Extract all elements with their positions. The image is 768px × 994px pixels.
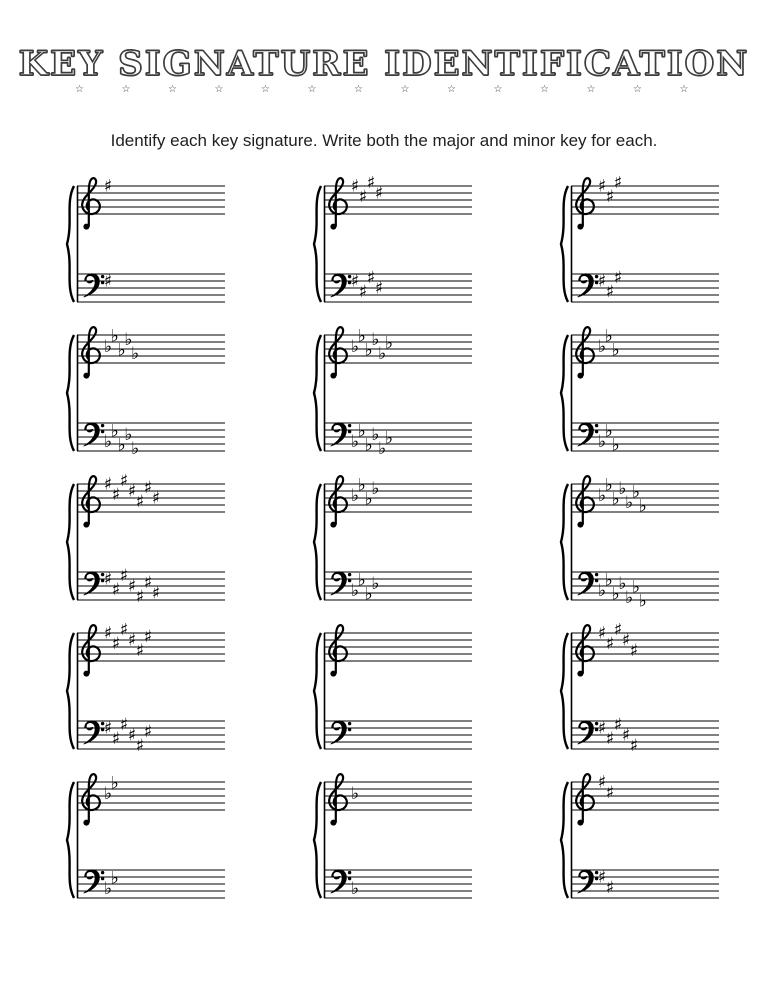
brace-icon xyxy=(561,782,568,898)
accidental-sharp-icon: ♯ xyxy=(605,634,615,654)
brace-icon xyxy=(67,186,74,302)
accidental-flat-icon: ♭ xyxy=(604,475,613,496)
title-star-icon: ☆ xyxy=(168,84,177,95)
key-signature xyxy=(104,474,160,607)
brace-icon xyxy=(67,335,74,451)
accidental-sharp-icon: ♯ xyxy=(127,481,137,502)
accidental-sharp-icon: ♯ xyxy=(111,580,121,600)
brace-icon xyxy=(67,782,74,898)
bass-clef-icon xyxy=(84,572,104,595)
accidental-flat-icon: ♭ xyxy=(597,432,607,452)
bass-clef-icon xyxy=(578,423,598,446)
accidental-flat-icon: ♭ xyxy=(378,344,387,364)
title-star-icon: ☆ xyxy=(633,84,642,95)
accidental-flat-icon: ♭ xyxy=(384,428,394,449)
accidental-flat-icon: ♭ xyxy=(371,425,380,445)
accidental-sharp-icon: ♯ xyxy=(358,282,368,302)
key-signature xyxy=(104,623,152,756)
accidental-flat-icon: ♭ xyxy=(357,421,366,442)
key-signature xyxy=(598,176,622,302)
accidental-sharp-icon: ♯ xyxy=(350,176,360,197)
accidental-flat-icon: ♭ xyxy=(364,435,373,456)
accidental-sharp-icon: ♯ xyxy=(135,736,145,756)
accidental-sharp-icon: ♯ xyxy=(103,474,113,495)
accidental-flat-icon: ♭ xyxy=(350,581,360,601)
bass-clef-icon xyxy=(578,274,598,297)
accidental-sharp-icon: ♯ xyxy=(605,282,615,302)
bass-clef-icon xyxy=(84,423,104,446)
accidental-sharp-icon: ♯ xyxy=(605,729,615,749)
title-star-icon: ☆ xyxy=(121,84,131,95)
accidental-sharp-icon: ♯ xyxy=(366,268,376,288)
key-signature xyxy=(598,773,614,899)
title-star-icon: ☆ xyxy=(447,84,456,95)
accidental-flat-icon: ♭ xyxy=(350,337,360,357)
bass-clef-icon xyxy=(331,423,351,446)
accidental-sharp-icon: ♯ xyxy=(119,623,129,640)
accidental-flat-icon: ♭ xyxy=(364,340,373,361)
title-star-icon: ☆ xyxy=(400,84,410,95)
accidental-flat-icon: ♭ xyxy=(110,773,119,794)
accidental-flat-icon: ♭ xyxy=(357,570,366,591)
brace-icon xyxy=(561,633,568,749)
brace-icon xyxy=(314,186,321,302)
accidental-flat-icon: ♭ xyxy=(625,493,634,513)
accidental-flat-icon: ♭ xyxy=(631,482,641,503)
accidental-flat-icon: ♭ xyxy=(364,489,373,510)
bass-clef-icon xyxy=(331,274,351,297)
accidental-sharp-icon: ♯ xyxy=(135,587,145,607)
accidental-flat-icon: ♭ xyxy=(611,435,620,456)
key-signature xyxy=(351,476,379,605)
accidental-flat-icon: ♭ xyxy=(371,330,380,350)
accidental-sharp-icon: ♯ xyxy=(621,630,631,651)
instructions-text: Identify each key signature. Write both the major and minor key for each. xyxy=(110,131,658,150)
accidental-flat-icon: ♭ xyxy=(357,326,366,347)
brace-icon xyxy=(314,484,321,600)
grand-staff xyxy=(309,772,473,906)
bass-clef-icon xyxy=(578,870,598,893)
grand-staff xyxy=(556,623,720,757)
grand-staff xyxy=(309,474,473,608)
accidental-sharp-icon: ♯ xyxy=(597,718,607,739)
accidental-flat-icon: ♭ xyxy=(638,591,647,608)
brace-icon xyxy=(67,484,74,600)
bass-clef-icon xyxy=(331,721,351,744)
accidental-sharp-icon: ♯ xyxy=(127,725,137,746)
accidental-sharp-icon: ♯ xyxy=(119,474,129,491)
title-star-icon: ☆ xyxy=(214,84,224,95)
bass-clef-icon xyxy=(84,870,104,893)
accidental-flat-icon: ♭ xyxy=(597,581,607,601)
accidental-flat-icon: ♭ xyxy=(611,584,620,605)
bass-clef-icon xyxy=(84,274,104,297)
accidental-sharp-icon: ♯ xyxy=(597,176,607,197)
accidental-flat-icon: ♭ xyxy=(131,439,140,459)
accidental-flat-icon: ♭ xyxy=(597,486,607,506)
accidental-sharp-icon: ♯ xyxy=(621,725,631,746)
accidental-sharp-icon: ♯ xyxy=(358,187,368,207)
key-signature xyxy=(104,774,119,900)
accidental-sharp-icon: ♯ xyxy=(111,634,121,654)
title-star-icon: ☆ xyxy=(493,84,503,95)
worksheet-title: KEY SIGNATURE IDENTIFICATION xyxy=(18,44,750,84)
accidental-sharp-icon: ♯ xyxy=(605,783,615,803)
accidental-sharp-icon: ♯ xyxy=(119,715,129,735)
accidental-sharp-icon: ♯ xyxy=(151,583,161,604)
accidental-flat-icon: ♭ xyxy=(103,879,113,899)
accidental-flat-icon: ♭ xyxy=(350,784,360,804)
accidental-sharp-icon: ♯ xyxy=(103,569,113,590)
brace-icon xyxy=(561,335,568,451)
key-signature xyxy=(598,327,620,456)
accidental-sharp-icon: ♯ xyxy=(151,488,161,509)
accidental-flat-icon: ♭ xyxy=(604,570,613,591)
accidental-flat-icon: ♭ xyxy=(117,435,126,456)
accidental-flat-icon: ♭ xyxy=(350,486,360,506)
brace-icon xyxy=(67,633,74,749)
accidental-flat-icon: ♭ xyxy=(350,879,360,899)
accidental-flat-icon: ♭ xyxy=(378,439,387,459)
accidental-sharp-icon: ♯ xyxy=(613,268,623,288)
grand-staff xyxy=(556,176,720,310)
grand-staff xyxy=(62,772,226,906)
accidental-sharp-icon: ♯ xyxy=(103,176,113,197)
title-star-icon: ☆ xyxy=(540,84,549,95)
accidental-flat-icon: ♭ xyxy=(597,337,607,357)
bass-clef-icon xyxy=(578,572,598,595)
accidental-flat-icon: ♭ xyxy=(117,340,126,361)
grand-staff xyxy=(309,176,473,310)
key-signature xyxy=(598,476,647,609)
grand-staff xyxy=(556,325,720,459)
accidental-sharp-icon: ♯ xyxy=(103,271,113,292)
accidental-sharp-icon: ♯ xyxy=(597,772,607,793)
accidental-sharp-icon: ♯ xyxy=(597,623,607,644)
accidental-sharp-icon: ♯ xyxy=(629,736,639,756)
brace-icon xyxy=(561,186,568,302)
accidental-flat-icon: ♭ xyxy=(618,574,627,594)
accidental-sharp-icon: ♯ xyxy=(103,623,113,644)
accidental-flat-icon: ♭ xyxy=(625,588,634,608)
accidental-sharp-icon: ♯ xyxy=(111,485,121,505)
accidental-flat-icon: ♭ xyxy=(357,475,366,496)
accidental-flat-icon: ♭ xyxy=(384,333,394,354)
accidental-sharp-icon: ♯ xyxy=(111,729,121,749)
accidental-flat-icon: ♭ xyxy=(131,344,140,364)
title-star-icon: ☆ xyxy=(354,84,363,95)
grand-staff xyxy=(62,474,226,608)
accidental-flat-icon: ♭ xyxy=(611,489,620,510)
accidental-flat-icon: ♭ xyxy=(103,432,113,452)
title-star-icon: ☆ xyxy=(307,84,317,95)
title-star-icon: ☆ xyxy=(586,84,596,95)
accidental-sharp-icon: ♯ xyxy=(613,715,623,735)
key-signature xyxy=(351,784,359,899)
accidental-sharp-icon: ♯ xyxy=(374,183,384,204)
accidental-sharp-icon: ♯ xyxy=(127,576,137,597)
accidental-flat-icon: ♭ xyxy=(110,326,119,347)
accidental-sharp-icon: ♯ xyxy=(366,176,376,193)
accidental-sharp-icon: ♯ xyxy=(143,573,153,593)
accidental-sharp-icon: ♯ xyxy=(143,627,153,647)
bass-clef-icon xyxy=(578,721,598,744)
grand-staff xyxy=(62,325,226,459)
accidental-flat-icon: ♭ xyxy=(110,421,119,442)
accidental-sharp-icon: ♯ xyxy=(103,718,113,739)
grand-staff xyxy=(556,474,720,608)
accidental-sharp-icon: ♯ xyxy=(119,566,129,586)
brace-icon xyxy=(314,335,321,451)
accidental-flat-icon: ♭ xyxy=(631,577,641,598)
accidental-flat-icon: ♭ xyxy=(371,574,380,594)
accidental-flat-icon: ♭ xyxy=(371,479,380,499)
accidental-sharp-icon: ♯ xyxy=(597,867,607,888)
accidental-flat-icon: ♭ xyxy=(103,337,113,357)
accidental-sharp-icon: ♯ xyxy=(135,641,145,661)
accidental-sharp-icon: ♯ xyxy=(350,271,360,292)
accidental-sharp-icon: ♯ xyxy=(613,176,623,193)
brace-icon xyxy=(561,484,568,600)
grand-staff xyxy=(309,623,473,757)
accidental-sharp-icon: ♯ xyxy=(143,722,153,742)
key-signature xyxy=(351,327,393,460)
accidental-flat-icon: ♭ xyxy=(611,340,620,361)
grand-staff xyxy=(62,623,226,757)
accidental-sharp-icon: ♯ xyxy=(374,278,384,299)
accidental-sharp-icon: ♯ xyxy=(613,623,623,640)
accidental-flat-icon: ♭ xyxy=(604,326,613,347)
accidental-flat-icon: ♭ xyxy=(110,868,119,889)
key-signature xyxy=(351,176,383,302)
grand-staff xyxy=(309,325,473,459)
brace-icon xyxy=(314,633,321,749)
accidental-sharp-icon: ♯ xyxy=(605,187,615,207)
title-star-icon: ☆ xyxy=(261,84,270,95)
title-star-icon: ☆ xyxy=(75,84,84,95)
accidental-sharp-icon: ♯ xyxy=(597,271,607,292)
accidental-sharp-icon: ♯ xyxy=(143,478,153,498)
accidental-flat-icon: ♭ xyxy=(604,421,613,442)
staff-grid xyxy=(62,176,720,906)
key-signature xyxy=(104,177,112,292)
accidental-sharp-icon: ♯ xyxy=(605,878,615,898)
bass-clef-icon xyxy=(331,870,351,893)
key-signature xyxy=(104,327,139,460)
accidental-sharp-icon: ♯ xyxy=(135,492,145,512)
accidental-flat-icon: ♭ xyxy=(350,432,360,452)
accidental-flat-icon: ♭ xyxy=(364,584,373,605)
key-signature xyxy=(598,623,638,756)
accidental-sharp-icon: ♯ xyxy=(629,641,639,661)
bass-clef-icon xyxy=(84,721,104,744)
grand-staff xyxy=(62,176,226,310)
accidental-flat-icon: ♭ xyxy=(124,425,133,445)
grand-staff xyxy=(556,772,720,906)
title-star-icon: ☆ xyxy=(679,84,689,95)
bass-clef-icon xyxy=(331,572,351,595)
accidental-flat-icon: ♭ xyxy=(124,330,133,350)
accidental-sharp-icon: ♯ xyxy=(127,630,137,651)
brace-icon xyxy=(314,782,321,898)
accidental-flat-icon: ♭ xyxy=(618,479,627,499)
accidental-flat-icon: ♭ xyxy=(638,496,647,517)
accidental-flat-icon: ♭ xyxy=(103,784,113,804)
